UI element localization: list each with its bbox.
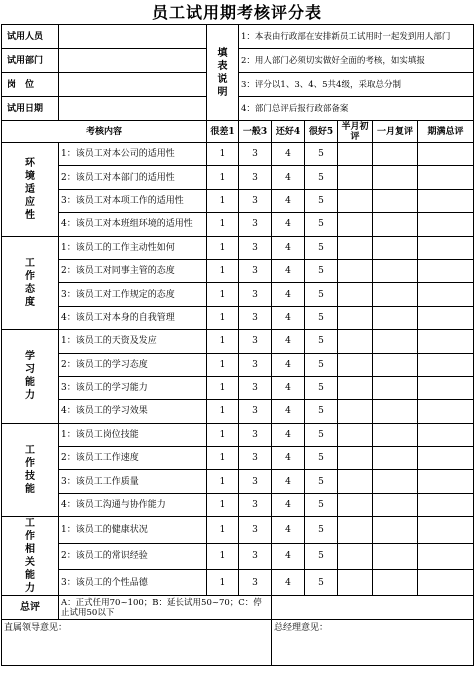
score-option[interactable]: 1 (207, 189, 239, 212)
one-month-score[interactable] (373, 569, 418, 595)
score-option[interactable]: 1 (207, 423, 239, 446)
score-option[interactable]: 5 (305, 283, 338, 306)
section-label-char: 应 (25, 196, 35, 208)
instruction-note-2: 2：用人部门必须切实做好全面的考核，如实填报 (239, 49, 474, 73)
evaluation-row (2, 306, 474, 329)
score-option[interactable]: 5 (305, 376, 338, 399)
score-option[interactable]: 5 (305, 353, 338, 376)
trial-dept-label: 试用部门 (2, 49, 59, 73)
position-field[interactable] (59, 73, 207, 97)
header-very-good: 很好5 (305, 121, 338, 143)
score-option[interactable]: 1 (207, 330, 239, 353)
score-option[interactable]: 3 (239, 283, 272, 306)
one-month-score[interactable] (373, 376, 418, 399)
half-month-score[interactable] (338, 543, 373, 569)
evaluation-row (2, 236, 474, 259)
score-option[interactable]: 5 (305, 543, 338, 569)
final-score[interactable] (418, 259, 474, 282)
trial-person-field[interactable] (59, 25, 207, 49)
score-option[interactable]: 5 (305, 166, 338, 189)
criteria-item: 3：该员工的个性品德 (59, 569, 207, 595)
half-month-score[interactable] (338, 213, 373, 236)
score-option[interactable]: 3 (239, 400, 272, 423)
score-option[interactable]: 3 (239, 493, 272, 516)
final-score[interactable] (418, 306, 474, 329)
one-month-score[interactable] (373, 259, 418, 282)
score-option[interactable]: 3 (239, 143, 272, 166)
section-label-char: 态 (25, 283, 35, 295)
section-label-char: 性 (25, 209, 35, 221)
score-option[interactable]: 4 (272, 213, 305, 236)
final-score[interactable] (418, 236, 474, 259)
criteria-item: 1：该员工的天资及发应 (59, 330, 207, 353)
final-score[interactable] (418, 400, 474, 423)
final-score[interactable] (418, 213, 474, 236)
score-option[interactable]: 5 (305, 470, 338, 493)
score-option[interactable]: 4 (272, 236, 305, 259)
one-month-score[interactable] (373, 143, 418, 166)
one-month-score[interactable] (373, 330, 418, 353)
half-month-score[interactable] (338, 236, 373, 259)
half-month-score[interactable] (338, 166, 373, 189)
summary-field[interactable] (272, 596, 474, 620)
score-option[interactable]: 3 (239, 423, 272, 446)
score-option[interactable]: 1 (207, 376, 239, 399)
score-option[interactable]: 3 (239, 166, 272, 189)
score-option[interactable]: 5 (305, 423, 338, 446)
section-label-char: 相 (25, 544, 35, 556)
half-month-score[interactable] (338, 189, 373, 212)
score-option[interactable]: 5 (305, 493, 338, 516)
half-month-score[interactable] (338, 423, 373, 446)
half-month-score[interactable] (338, 517, 373, 543)
instructions-label-char: 表 (217, 60, 228, 72)
instructions-label-char: 填 (217, 47, 228, 59)
half-month-score[interactable] (338, 353, 373, 376)
final-score[interactable] (418, 143, 474, 166)
score-option[interactable]: 4 (272, 376, 305, 399)
section-label-char: 度 (25, 296, 35, 308)
score-option[interactable]: 1 (207, 493, 239, 516)
final-score[interactable] (418, 470, 474, 493)
criteria-item: 3：该员工对工作规定的态度 (59, 283, 207, 306)
criteria-item: 2：该员工对本部门的适用性 (59, 166, 207, 189)
section-label-char: 能 (25, 570, 35, 582)
instruction-note-4: 4：部门总评后报行政部备案 (239, 97, 474, 121)
one-month-score[interactable] (373, 493, 418, 516)
score-option[interactable]: 4 (272, 543, 305, 569)
trial-date-label: 试用日期 (2, 97, 59, 121)
one-month-score[interactable] (373, 517, 418, 543)
evaluation-row (2, 447, 474, 470)
score-option[interactable]: 3 (239, 376, 272, 399)
score-option[interactable]: 4 (272, 470, 305, 493)
score-option[interactable]: 4 (272, 166, 305, 189)
score-option[interactable]: 1 (207, 306, 239, 329)
header-very-poor: 很差1 (207, 121, 239, 143)
section-label (2, 143, 59, 237)
half-month-score[interactable] (338, 470, 373, 493)
criteria-item: 4：该员工的学习效果 (59, 400, 207, 423)
section-label (2, 236, 59, 330)
half-month-score[interactable] (338, 569, 373, 595)
score-option[interactable]: 4 (272, 353, 305, 376)
evaluation-row (2, 517, 474, 543)
header-content: 考核内容 (2, 121, 207, 143)
evaluation-row (2, 470, 474, 493)
header-half-month: 半月初评 (338, 121, 373, 143)
criteria-item: 3：该员工的学习能力 (59, 376, 207, 399)
section-label (2, 330, 59, 424)
evaluation-row (2, 543, 474, 569)
criteria-item: 2：该员工对同事主管的态度 (59, 259, 207, 282)
score-option[interactable]: 3 (239, 189, 272, 212)
evaluation-row (2, 143, 474, 166)
evaluation-row (2, 353, 474, 376)
score-option[interactable]: 5 (305, 143, 338, 166)
one-month-score[interactable] (373, 423, 418, 446)
section-label-char: 工 (25, 257, 35, 269)
score-option[interactable]: 1 (207, 283, 239, 306)
score-option[interactable]: 1 (207, 353, 239, 376)
one-month-score[interactable] (373, 283, 418, 306)
direct-leader-opinion[interactable]: 直属领导意见： (2, 620, 272, 666)
score-option[interactable]: 3 (239, 517, 272, 543)
one-month-score[interactable] (373, 189, 418, 212)
section-label-char: 境 (25, 170, 35, 182)
score-option[interactable]: 3 (239, 330, 272, 353)
score-option[interactable]: 5 (305, 306, 338, 329)
final-score[interactable] (418, 376, 474, 399)
instruction-note-1: 1：本表由行政部在安排新员工试用时一起发到用人部门 (239, 25, 474, 49)
section-label-char: 能 (25, 377, 35, 389)
score-option[interactable]: 4 (272, 517, 305, 543)
criteria-item: 1：该员工岗位技能 (59, 423, 207, 446)
section-label-char: 力 (25, 390, 35, 402)
section-label-char: 环 (25, 157, 35, 169)
final-score[interactable] (418, 330, 474, 353)
section-label-char: 学 (25, 351, 35, 363)
criteria-item: 1：该员工的工作主动性如何 (59, 236, 207, 259)
score-option[interactable]: 5 (305, 517, 338, 543)
one-month-score[interactable] (373, 166, 418, 189)
evaluation-row (2, 493, 474, 516)
criteria-item: 2：该员工工作速度 (59, 447, 207, 470)
one-month-score[interactable] (373, 447, 418, 470)
evaluation-row (2, 189, 474, 212)
score-option[interactable]: 4 (272, 400, 305, 423)
score-option[interactable]: 4 (272, 259, 305, 282)
header-good: 还好4 (272, 121, 305, 143)
section-label-char: 能 (25, 483, 35, 495)
section-label-char: 适 (25, 183, 35, 195)
trial-person-label: 试用人员 (2, 25, 59, 49)
score-option[interactable]: 3 (239, 306, 272, 329)
score-option[interactable]: 4 (272, 283, 305, 306)
half-month-score[interactable] (338, 493, 373, 516)
section-label-char: 技 (25, 470, 35, 482)
final-score[interactable] (418, 283, 474, 306)
score-option[interactable]: 1 (207, 259, 239, 282)
score-option[interactable]: 1 (207, 569, 239, 595)
section-label-char: 习 (25, 364, 35, 376)
half-month-score[interactable] (338, 376, 373, 399)
evaluation-row (2, 423, 474, 446)
final-score[interactable] (418, 517, 474, 543)
score-option[interactable]: 3 (239, 569, 272, 595)
half-month-score[interactable] (338, 306, 373, 329)
one-month-score[interactable] (373, 353, 418, 376)
section-label-char: 关 (25, 557, 35, 569)
evaluation-row (2, 376, 474, 399)
criteria-item: 2：该员工的常识经验 (59, 543, 207, 569)
score-option[interactable]: 4 (272, 569, 305, 595)
score-option[interactable]: 1 (207, 447, 239, 470)
final-score[interactable] (418, 493, 474, 516)
evaluation-row (2, 283, 474, 306)
score-option[interactable]: 4 (272, 423, 305, 446)
criteria-item: 4：该员工对本班组环境的适用性 (59, 213, 207, 236)
header-final: 期满总评 (418, 121, 474, 143)
section-label (2, 423, 59, 517)
criteria-item: 4：该员工沟通与协作能力 (59, 493, 207, 516)
criteria-item: 1：该员工对本公司的适用性 (59, 143, 207, 166)
score-option[interactable]: 3 (239, 353, 272, 376)
instruction-note-3: 3：评分以1、3、4、5共4级，采取总分制 (239, 73, 474, 97)
final-score[interactable] (418, 189, 474, 212)
section-label-char: 作 (25, 270, 35, 282)
score-option[interactable]: 1 (207, 517, 239, 543)
final-score[interactable] (418, 447, 474, 470)
criteria-item: 4：该员工对本身的自我管理 (59, 306, 207, 329)
final-score[interactable] (418, 543, 474, 569)
evaluation-row (2, 400, 474, 423)
score-option[interactable]: 1 (207, 543, 239, 569)
score-option[interactable]: 1 (207, 470, 239, 493)
column-header-row (2, 121, 474, 143)
evaluation-row (2, 569, 474, 595)
score-option[interactable]: 5 (305, 236, 338, 259)
criteria-item: 3：该员工工作质量 (59, 470, 207, 493)
section-label-char: 作 (25, 531, 35, 543)
half-month-score[interactable] (338, 400, 373, 423)
score-option[interactable]: 3 (239, 213, 272, 236)
score-option[interactable]: 3 (239, 543, 272, 569)
score-option[interactable]: 5 (305, 400, 338, 423)
score-option[interactable]: 1 (207, 213, 239, 236)
instructions-label (207, 25, 239, 121)
half-month-score[interactable] (338, 447, 373, 470)
final-score[interactable] (418, 166, 474, 189)
one-month-score[interactable] (373, 400, 418, 423)
instructions-label-char: 明 (217, 86, 228, 98)
trial-date-field[interactable] (59, 97, 207, 121)
half-month-score[interactable] (338, 259, 373, 282)
score-option[interactable]: 5 (305, 569, 338, 595)
score-option[interactable]: 3 (239, 447, 272, 470)
instructions-label-char: 说 (217, 73, 228, 85)
section-label-char: 力 (25, 583, 35, 595)
position-label: 岗 位 (2, 73, 59, 97)
header-one-month: 一月复评 (373, 121, 418, 143)
half-month-score[interactable] (338, 330, 373, 353)
score-option[interactable]: 1 (207, 236, 239, 259)
score-option[interactable]: 5 (305, 259, 338, 282)
final-score[interactable] (418, 423, 474, 446)
score-option[interactable]: 5 (305, 213, 338, 236)
score-option[interactable]: 4 (272, 189, 305, 212)
final-score[interactable] (418, 569, 474, 595)
score-option[interactable]: 4 (272, 447, 305, 470)
score-option[interactable]: 3 (239, 259, 272, 282)
section-label-char: 工 (25, 518, 35, 530)
score-option[interactable]: 3 (239, 470, 272, 493)
score-option[interactable]: 5 (305, 447, 338, 470)
score-option[interactable]: 1 (207, 143, 239, 166)
evaluation-row (2, 259, 474, 282)
final-score[interactable] (418, 353, 474, 376)
score-option[interactable]: 4 (272, 493, 305, 516)
general-manager-opinion[interactable]: 总经理意见： (272, 620, 474, 666)
score-option[interactable]: 5 (305, 330, 338, 353)
evaluation-row (2, 330, 474, 353)
score-option[interactable]: 4 (272, 143, 305, 166)
criteria-item: 2：该员工的学习态度 (59, 353, 207, 376)
score-option[interactable]: 5 (305, 189, 338, 212)
score-option[interactable]: 4 (272, 306, 305, 329)
score-option[interactable]: 1 (207, 400, 239, 423)
one-month-score[interactable] (373, 306, 418, 329)
section-label-char: 作 (25, 457, 35, 469)
trial-dept-field[interactable] (59, 49, 207, 73)
criteria-item: 1：该员工的健康状况 (59, 517, 207, 543)
criteria-item: 3：该员工对本项工作的适用性 (59, 189, 207, 212)
header-average: 一般3 (239, 121, 272, 143)
summary-row (2, 596, 474, 620)
one-month-score[interactable] (373, 213, 418, 236)
form-title: 员工试用期考核评分表 (151, 3, 322, 22)
section-label (2, 517, 59, 596)
half-month-score[interactable] (338, 143, 373, 166)
one-month-score[interactable] (373, 236, 418, 259)
score-option[interactable]: 4 (272, 330, 305, 353)
one-month-score[interactable] (373, 543, 418, 569)
summary-label: 总评 (2, 596, 59, 620)
signature-row (2, 620, 474, 666)
score-option[interactable]: 1 (207, 166, 239, 189)
evaluation-row (2, 166, 474, 189)
half-month-score[interactable] (338, 283, 373, 306)
summary-text: A：正式任用70~100；B：延长试用50~70；C：停止试用50以下 (59, 596, 272, 620)
section-label-char: 工 (25, 444, 35, 456)
evaluation-table (1, 24, 474, 666)
one-month-score[interactable] (373, 470, 418, 493)
score-option[interactable]: 3 (239, 236, 272, 259)
evaluation-row (2, 213, 474, 236)
